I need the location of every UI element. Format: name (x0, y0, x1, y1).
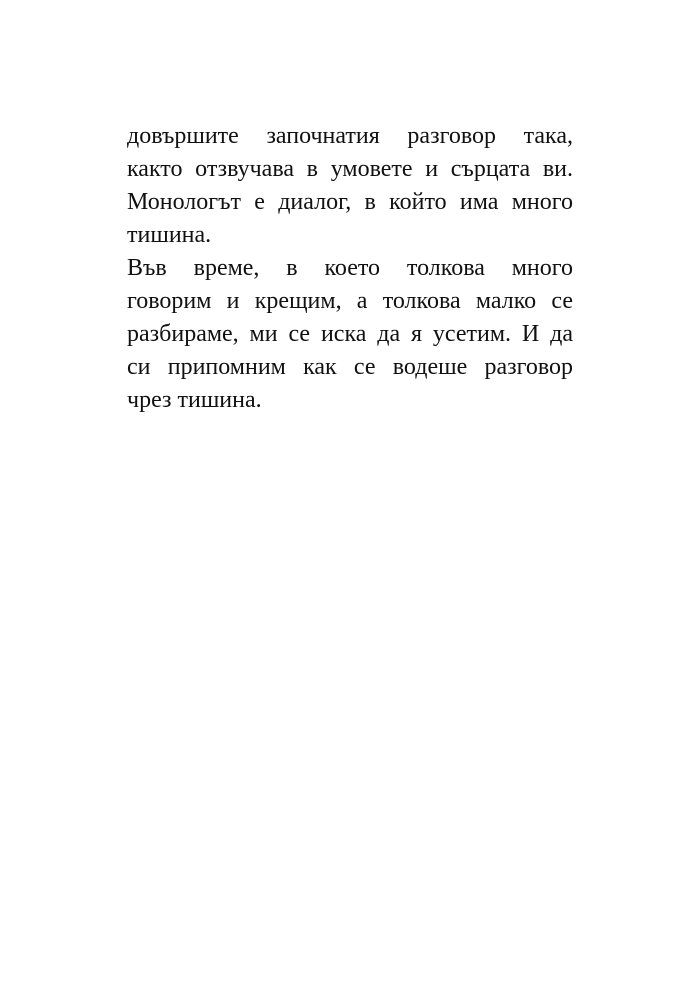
text-line: тишина. (127, 222, 212, 248)
text-line: Монологът е диалог, в който има много (127, 189, 573, 215)
body-text (127, 120, 573, 417)
paragraph-2 (127, 252, 573, 417)
text-line: разбираме, ми се иска да я усетим. И да (127, 321, 573, 347)
text-line: както отзвучава в умовете и сърцата ви. (127, 156, 573, 182)
text-line: Във време, в което толкова много (127, 255, 573, 281)
paragraph-1 (127, 120, 573, 252)
text-line: чрез тишина. (127, 387, 262, 413)
text-line: довършите започнатия разговор така, (127, 123, 573, 149)
text-line: си припомним как се водеше разговор (127, 354, 573, 380)
text-line: говорим и крещим, а толкова малко се (127, 288, 573, 314)
